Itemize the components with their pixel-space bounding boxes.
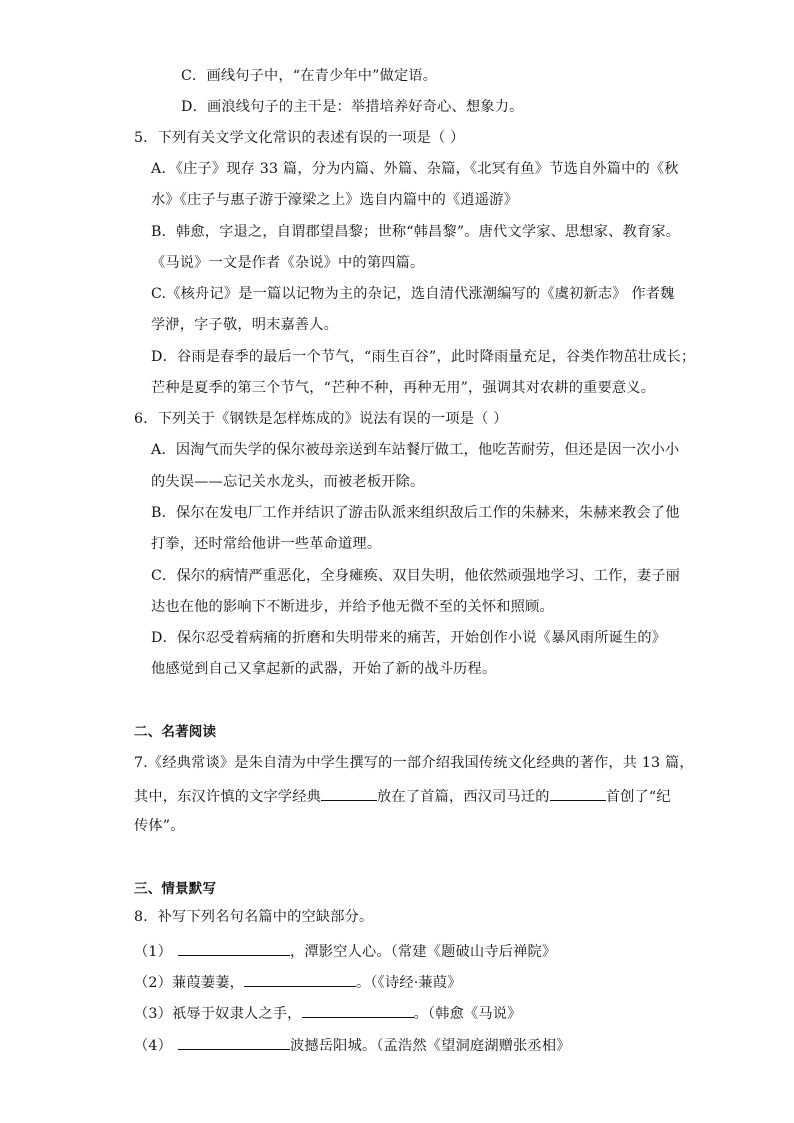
q8-item-4 — [134, 1034, 571, 1056]
q8-item-number: （3） — [134, 1006, 173, 1022]
q8-item-text-before: 蒹葭萋萋， — [172, 975, 244, 991]
q8-item-text-after: 。（韩愈《马说》 — [413, 1006, 522, 1022]
q5-stem: 5．下列有关文学文化常识的表述有误的一项是（ ） — [134, 130, 465, 146]
q8-blank-3[interactable] — [302, 1002, 414, 1018]
q6-option-d-line2: 他感觉到自己又拿起新的武器，开始了新的战斗历程。 — [151, 661, 497, 677]
section-heading-reading: 二、名著阅读 — [134, 724, 217, 740]
q7-text-b: 放在了首篇，西汉司马迁的 — [377, 789, 550, 805]
q8-item-1 — [134, 940, 556, 962]
q6-option-b-line1: B．保尔在发电厂工作并结识了游击队派来组织敌后工作的朱赫来，朱赫来教会了他 — [151, 505, 680, 521]
section-heading-dictation: 三、情景默写 — [134, 881, 217, 897]
q5-option-c-line1: C.《核舟记》是一篇以记物为主的杂记，选自清代涨潮编写的《虞初新志》 作者魏 — [151, 286, 675, 302]
q5-option-a-line2: 水》《庄子与惠子游于濠梁之上》选自内篇中的《逍遥游》 — [151, 192, 518, 208]
q7-blank-2[interactable] — [550, 785, 606, 801]
q5-option-b-line1: B．韩愈，字退之，自谓郡望昌黎；世称“韩昌黎”。唐代文学家、思想家、教育家。 — [151, 224, 681, 240]
q8-blank-4[interactable] — [178, 1034, 290, 1050]
q4-option-c: C．画线句子中，“在青少年中”做定语。 — [181, 68, 438, 84]
q5-option-c-line2: 学洢，字子敬，明末嘉善人。 — [151, 317, 339, 333]
q5-option-d-line1: D．谷雨是春季的最后一个节气，“雨生百谷”，此时降雨量充足，谷类作物茁壮成长； — [151, 349, 696, 365]
q7-line1: 7.《经典常谈》是朱自清为中学生撰写的一部介绍我国传统文化经典的著作，共 13 篇， — [134, 755, 694, 771]
q7-blank-1[interactable] — [321, 785, 377, 801]
q6-option-a-line1: A．因淘气而失学的保尔被母亲送到车站餐厅做工，他吃苦耐劳，但还是因一次小小 — [151, 442, 680, 458]
q8-item-number: （2） — [134, 975, 173, 991]
q8-stem: 8．补写下列名句名篇中的空缺部分。 — [134, 909, 374, 925]
q6-option-c-line2: 达也在他的影响下不断进步，并给予他无微不至的关怀和照顾。 — [151, 599, 554, 615]
q6-option-c-line1: C．保尔的病情严重恶化，全身瘫痪、双目失明，他依然顽强地学习、工作，妻子丽 — [151, 568, 681, 584]
q7-text-a: 其中，东汉许慎的文字学经典 — [134, 789, 322, 805]
q8-item-text: 波撼岳阳城。（孟浩然《望洞庭湖赠张丞相》 — [290, 1038, 571, 1054]
q7-text-c: 首创了“纪 — [605, 789, 671, 805]
q5-option-b-line2: 《马说》一文是作者《杂说》中的第四篇。 — [151, 255, 425, 271]
q8-blank-1[interactable] — [178, 940, 290, 956]
q5-option-d-line2: 芒种是夏季的第三个节气，“芒种不种，再种无用”，强调其对农耕的重要意义。 — [151, 380, 656, 396]
q5-option-a-line1: A．《庄子》现存 33 篇，分为内篇、外篇、杂篇，《北冥有鱼》节选自外篇中的《秋 — [151, 161, 679, 177]
q8-item-text-before: 祇辱于奴隶人之手， — [172, 1006, 302, 1022]
q8-blank-2[interactable] — [244, 971, 356, 987]
q8-item-text: ，潭影空人心。（常建《题破山寺后禅院》 — [290, 944, 557, 960]
q8-item-number: （4） — [134, 1038, 173, 1054]
q8-item-number: （1） — [134, 944, 173, 960]
q6-option-b-line2: 打拳，还时常给他讲一些革命道理。 — [151, 536, 382, 552]
q6-option-d-line1: D．保尔忍受着病痛的折磨和失明带来的痛苦，开始创作小说《暴风雨所诞生的》 — [151, 630, 667, 646]
q6-option-a-line2: 的失误——忘记关水龙头，而被老板开除。 — [151, 474, 425, 490]
q4-option-d: D．画浪线句子的主干是：举措培养好奇心、想象力。 — [181, 99, 524, 115]
q8-item-text-after: 。（《诗经·蒹葭》 — [355, 975, 462, 991]
q7-line2 — [134, 785, 671, 807]
q8-item-2 — [134, 971, 462, 993]
q7-line3: 传体”。 — [134, 818, 185, 834]
q8-item-3 — [134, 1002, 522, 1024]
q6-stem: 6．下列关于《钢铁是怎样炼成的》说法有误的一项是（ ） — [134, 411, 508, 427]
